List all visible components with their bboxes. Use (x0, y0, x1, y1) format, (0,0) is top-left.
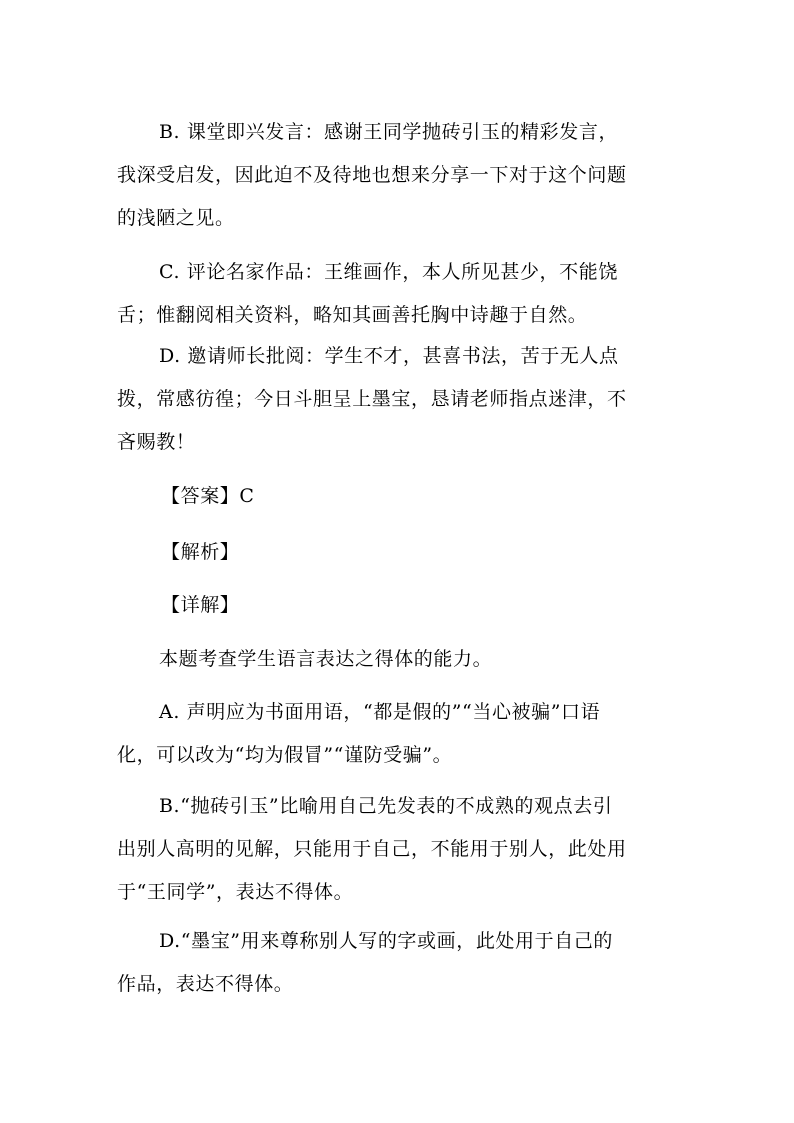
option-c-line-1: C. 评论名家作品：王维画作，本人所见甚少，不能饶 (159, 261, 618, 283)
option-b-line-2: 我深受启发，因此迫不及待地也想来分享一下对于这个问题 (117, 164, 627, 186)
option-d-line-1: D. 邀请师长批阅：学生不才，甚喜书法，苦于无人点 (159, 345, 619, 367)
explanation-b-line-2: 出别人高明的见解，只能用于自己，不能用于别人，此处用 (117, 838, 627, 860)
option-d-line-3: 吝赐教！ (117, 431, 196, 453)
explanation-a-line-1: A. 声明应为书面用语，“都是假的”“当心被骗”口语 (159, 701, 601, 723)
option-d-line-2: 拨，常感彷徨；今日斗胆呈上墨宝，恳请老师指点迷津，不 (117, 388, 627, 410)
option-b-line-3: 的浅陋之见。 (117, 207, 235, 229)
option-b-line-1: B. 课堂即兴发言：感谢王同学抛砖引玉的精彩发言， (159, 121, 619, 143)
analysis-label: 【解析】 (161, 541, 240, 563)
explanation-a-line-2: 化，可以改为“均为假冒”“谨防受骗”。 (117, 744, 453, 766)
option-c-line-2: 舌；惟翻阅相关资料，略知其画善托胸中诗趣于自然。 (117, 304, 588, 326)
explanation-b-line-1: B.“抛砖引玉”比喻用自己先发表的不成熟的观点去引 (159, 795, 613, 817)
explanation-intro: 本题考查学生语言表达之得体的能力。 (159, 648, 493, 670)
explanation-d-line-2: 作品，表达不得体。 (117, 973, 294, 995)
explanation-b-line-3: 于“王同学”，表达不得体。 (117, 881, 354, 903)
answer-label: 【答案】C (161, 485, 255, 507)
explanation-d-line-1: D.“墨宝”用来尊称别人写的字或画，此处用于自己的 (159, 930, 614, 952)
detail-label: 【详解】 (161, 594, 240, 616)
